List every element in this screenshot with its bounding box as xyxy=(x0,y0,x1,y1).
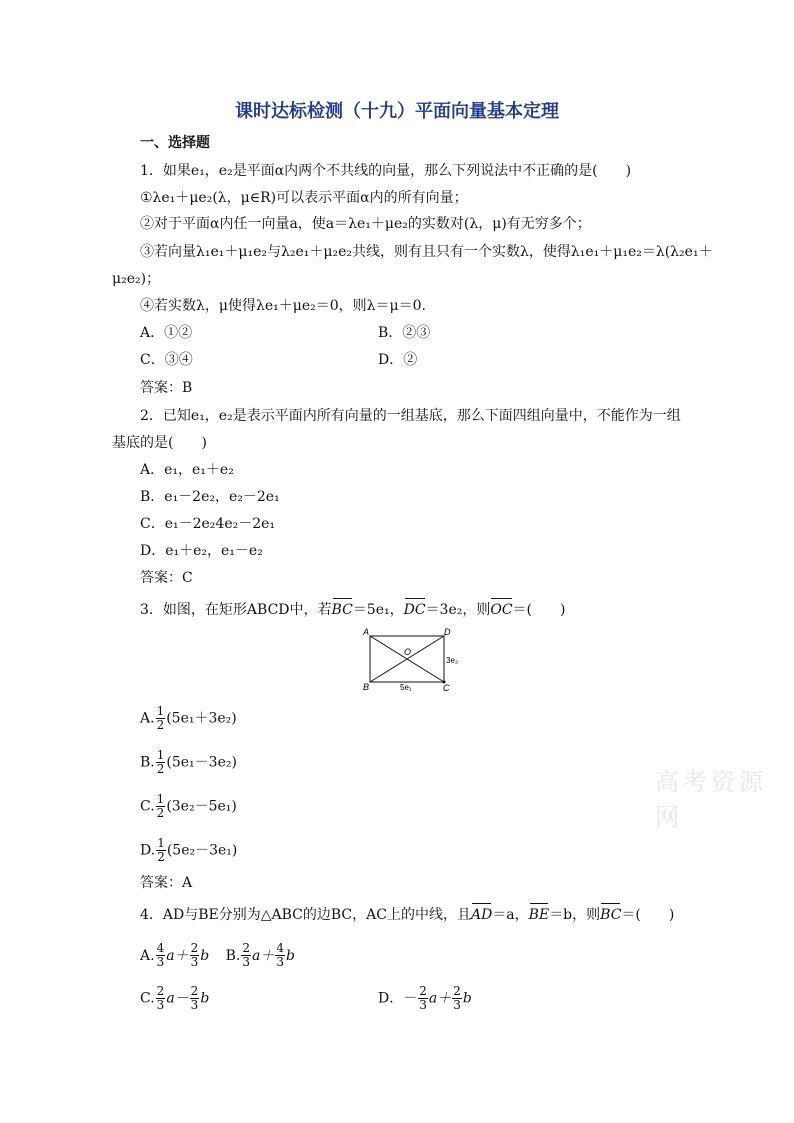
q1-option-c: C．③④ xyxy=(140,352,193,368)
option-letter: A. xyxy=(140,710,155,727)
option-end: b xyxy=(200,990,210,1007)
option-letter: C. xyxy=(140,798,155,815)
fraction xyxy=(156,985,166,1012)
label-d: D xyxy=(444,627,451,637)
q3-option-a xyxy=(140,705,237,732)
option-letter: D. xyxy=(140,842,156,859)
vector-be: BE xyxy=(528,907,550,923)
q4-option-b xyxy=(225,941,295,969)
option-end: b xyxy=(286,947,295,964)
option-body: (5e₁＋3e₂) xyxy=(166,710,237,727)
q2-option-c: C．e₁－2e₂4e₂－2e₁ xyxy=(140,516,276,532)
fraction-denominator: 3 xyxy=(276,955,285,969)
option-body: (3e₂－5e₁) xyxy=(166,798,237,815)
q1-statement-3a: ③若向量λ₁e₁＋μ₁e₂与λ₂e₁＋μ₂e₂共线，则有且只有一个实数λ，使得λ₁e₁＋μ₁e₂＝λ(λ₂e₁＋ xyxy=(140,244,713,260)
label-c: C xyxy=(443,683,450,693)
option-end: b xyxy=(462,990,472,1007)
fraction-denominator: 3 xyxy=(190,955,199,969)
fraction-half xyxy=(156,837,166,864)
q1-answer: 答案：B xyxy=(140,380,193,396)
option-mid: a－ xyxy=(166,990,189,1007)
q3-stem xyxy=(140,600,565,620)
label-3e2: 3e₂ xyxy=(446,656,459,665)
label-5e1: 5e₁ xyxy=(400,683,412,692)
option-letter: D．－ xyxy=(378,990,418,1007)
q4-eq-be: ＝b，则 xyxy=(549,907,601,923)
q1-option-d: D．② xyxy=(378,352,418,368)
q1-statement-4: ④若实数λ，μ使得λe₁＋μe₂＝0，则λ＝μ＝0. xyxy=(140,298,426,314)
q4-options-ab xyxy=(140,942,295,969)
q4-eq-ad: ＝a， xyxy=(492,907,529,923)
q1-option-a: A．①② xyxy=(140,325,193,341)
option-letter: A. xyxy=(140,947,155,964)
q2-stem-a: 2．已知e₁，e₂是表示平面内所有向量的一组基底，那么下面四组向量中，不能作为一组 xyxy=(140,408,681,424)
fraction-denominator: 2 xyxy=(156,718,165,732)
fraction-denominator: 3 xyxy=(190,998,199,1012)
fraction-numerator: 1 xyxy=(156,792,165,806)
fraction xyxy=(241,942,251,969)
fraction-numerator: 1 xyxy=(156,704,165,718)
fraction-numerator: 1 xyxy=(157,836,165,850)
fraction-numerator: 2 xyxy=(190,941,199,955)
option-letter: B. xyxy=(140,754,155,771)
fraction xyxy=(156,942,166,969)
vector-dc: DC xyxy=(403,602,426,618)
rectangle-figure xyxy=(360,626,480,694)
fraction-numerator: 2 xyxy=(453,984,461,998)
fraction-denominator: 3 xyxy=(156,998,165,1012)
q2-option-a: A．e₁，e₁＋e₂ xyxy=(140,462,234,478)
q4-option-a xyxy=(140,941,214,969)
option-letter: C. xyxy=(140,990,155,1007)
q3-eq-oc: ＝( ) xyxy=(512,602,566,618)
q3-eq-dc: ＝3e₂，则 xyxy=(425,602,491,618)
fraction-numerator: 4 xyxy=(276,941,285,955)
option-end: b xyxy=(200,947,210,964)
option-body: (5e₂－3e₁) xyxy=(166,842,238,859)
fraction-numerator: 2 xyxy=(156,984,165,998)
fraction-half xyxy=(156,705,166,732)
q3-option-c xyxy=(140,793,237,820)
q1-statement-1: ①λe₁＋μe₂(λ，μ∈R)可以表示平面α内的所有向量； xyxy=(140,190,468,206)
fraction-denominator: 2 xyxy=(157,850,165,864)
fraction-denominator: 3 xyxy=(419,998,427,1012)
fraction xyxy=(190,985,200,1012)
option-mid: a＋ xyxy=(428,990,452,1007)
vector-bc: BC xyxy=(331,602,353,618)
q3-option-b xyxy=(140,749,237,776)
section-heading: 一、选择题 xyxy=(140,135,210,151)
fraction-denominator: 3 xyxy=(242,955,251,969)
fraction-denominator: 2 xyxy=(156,806,165,820)
fraction-numerator: 2 xyxy=(242,941,251,955)
fraction-denominator: 3 xyxy=(453,998,461,1012)
q3-eq-bc: ＝5e₁， xyxy=(352,602,404,618)
fraction-denominator: 2 xyxy=(156,762,165,776)
q4-option-c xyxy=(140,985,209,1012)
fraction-numerator: 2 xyxy=(190,984,199,998)
q3-option-d xyxy=(140,837,237,864)
vector-ad: AD xyxy=(470,907,493,923)
q4-eq-bc: ＝( ) xyxy=(621,907,675,923)
fraction-half xyxy=(156,749,166,776)
vector-bc: BC xyxy=(600,907,622,923)
q2-option-b: B．e₁－2e₂，e₂－2e₁ xyxy=(140,489,280,505)
label-a: A xyxy=(363,627,370,637)
fraction-numerator: 4 xyxy=(156,941,165,955)
option-mid: a＋ xyxy=(252,947,275,964)
fraction-denominator: 3 xyxy=(156,955,165,969)
q2-stem-b: 基底的是( ) xyxy=(112,435,207,451)
page-title: 课时达标检测（十九）平面向量基本定理 xyxy=(235,101,559,122)
label-b: B xyxy=(363,682,370,692)
fraction xyxy=(452,985,462,1012)
fraction-half xyxy=(156,793,166,820)
label-o: O xyxy=(404,647,412,657)
q4-stem xyxy=(140,905,674,925)
fraction xyxy=(275,942,285,969)
q1-statement-3b: μ₂e₂)； xyxy=(112,271,161,287)
option-letter: B. xyxy=(225,947,241,964)
q4-stem-prefix: 4．AD与BE分别为△ABC的边BC，AC上的中线，且 xyxy=(140,907,471,923)
vector-oc: OC xyxy=(490,602,513,618)
q4-option-d xyxy=(378,985,472,1012)
fraction-numerator: 2 xyxy=(419,984,427,998)
fraction xyxy=(190,942,200,969)
q2-answer: 答案：C xyxy=(140,570,193,586)
option-mid: a＋ xyxy=(166,947,189,964)
q1-statement-2: ②对于平面α内任一向量a，使a＝λe₁＋μe₂的实数对(λ，μ)有无穷多个； xyxy=(140,216,591,232)
q3-stem-prefix: 3．如图，在矩形ABCD中，若 xyxy=(140,602,332,618)
fraction-numerator: 1 xyxy=(156,748,165,762)
option-body: (5e₁－3e₂) xyxy=(166,754,237,771)
fraction xyxy=(418,985,428,1012)
q3-answer: 答案：A xyxy=(140,875,193,891)
watermark: 高考资源网 xyxy=(655,768,767,831)
q1-option-b: B．②③ xyxy=(378,325,431,341)
q2-option-d: D．e₁＋e₂，e₁－e₂ xyxy=(140,543,263,559)
q1-stem: 1．如果e₁，e₂是平面α内两个不共线的向量，那么下列说法中不正确的是( ) xyxy=(140,163,632,179)
